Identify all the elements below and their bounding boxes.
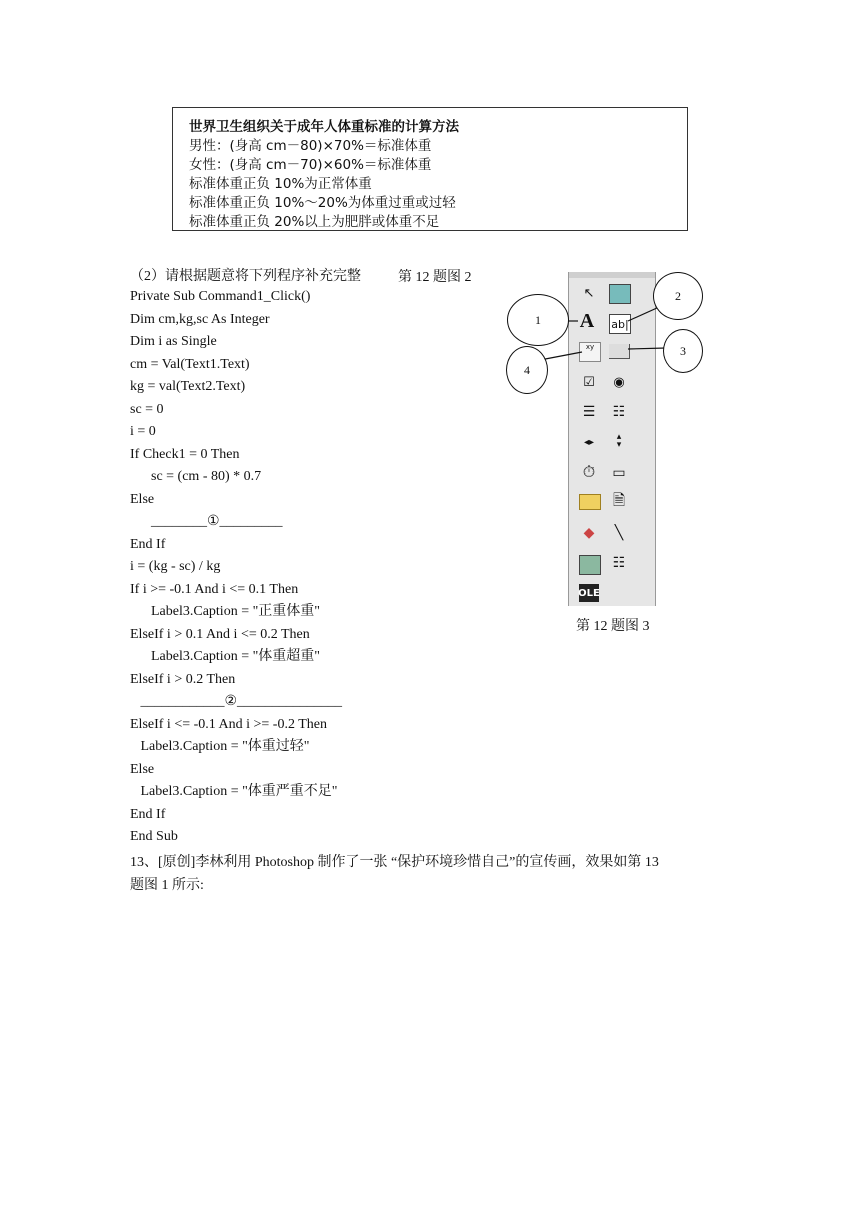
code-line: Dim i as Single (130, 334, 217, 349)
ole-icon: OLE (579, 584, 599, 602)
code-line: Else (130, 761, 155, 777)
formula-extreme: 标准体重正负 20%以上为肥胖或体重不足 (189, 214, 440, 230)
drivelistbox-icon: ▭ (612, 465, 626, 481)
code-line: sc = (cm - 80) * 0.7 (130, 469, 262, 484)
textbox-icon: ab| (609, 314, 631, 334)
shape-icon: ◆ (583, 525, 595, 541)
formula-female: 女性：(身高 cm－70)×60%＝标准体重 (189, 157, 432, 173)
code-line: cm = Val(Text1.Text) (130, 356, 250, 372)
code-line: If i >= -0.1 And i <= 0.1 Then (130, 581, 299, 597)
code-line: kg = val(Text2.Text) (130, 379, 246, 394)
formula-male: 男性：(身高 cm－80)×70%＝标准体重 (189, 138, 432, 154)
pointer-icon: ↖ (583, 285, 595, 301)
code-line: Dim cm,kg,sc As Integer (130, 311, 270, 327)
optionbutton-icon: ◉ (613, 374, 625, 390)
code-line: End If (130, 806, 166, 822)
code-line: i = (kg - sc) / kg (130, 559, 221, 574)
code-line: End Sub (130, 829, 178, 844)
callout-1: 1 (507, 294, 569, 346)
code-line: ElseIf i <= -0.1 And i >= -0.2 Then (130, 716, 327, 732)
fig3-caption: 第 12 题图 3 (576, 619, 650, 634)
code-line: ________①_________ (130, 514, 283, 529)
code-line: If Check1 = 0 Then (130, 446, 240, 462)
fig2-caption: 第 12 题图 2 (398, 270, 472, 285)
callout-4: 4 (506, 346, 548, 394)
code-line: ____________②_______________ (130, 694, 343, 709)
filelistbox-icon: 🗎 (612, 490, 626, 509)
q13-line2: 题图 1 所示: (130, 878, 204, 893)
hscroll-icon: ◂▸ (583, 436, 595, 448)
code-line: sc = 0 (130, 401, 164, 417)
code-line: Else (130, 491, 155, 507)
code-line: ElseIf i > 0.2 Then (130, 671, 236, 687)
formula-normal: 标准体重正负 10%为正常体重 (189, 176, 372, 192)
listbox-icon: ☷ (612, 404, 626, 420)
question-prompt: （2）请根据题意将下列程序补充完整 (130, 269, 361, 284)
code-line: Label3.Caption = "体重超重" (130, 649, 321, 664)
formula-title: 世界卫生组织关于成年人体重标准的计算方法 (189, 119, 459, 135)
checkbox-icon: ☑ (583, 374, 595, 390)
code-line: ElseIf i > 0.1 And i <= 0.2 Then (130, 626, 310, 642)
timer-icon: ⏱ (582, 462, 596, 481)
q13-line1: 13、[原创]李林利用 Photoshop 制作了一张 “保护环境珍惜自己”的宣传画，效果如第 13 (130, 855, 659, 870)
code-line: Label3.Caption = "体重过轻" (130, 739, 310, 754)
code-line: Private Sub Command1_Click() (130, 289, 311, 304)
combobox-icon: ☰ (582, 404, 596, 420)
callout-2: 2 (653, 272, 703, 320)
vscroll-icon: ▴ ▾ (616, 432, 622, 450)
label-icon: A (579, 309, 595, 332)
callout-3: 3 (663, 329, 703, 373)
code-line: Label3.Caption = "正重体重" (130, 604, 321, 619)
code-line: i = 0 (130, 424, 156, 439)
code-line: End If (130, 536, 166, 552)
frame-icon: xy (579, 342, 601, 362)
formula-mid: 标准体重正负 10%～20%为体重过重或过轻 (189, 195, 456, 211)
line-icon: ╲ (614, 525, 624, 541)
data-icon: ☷ (612, 555, 626, 571)
code-line: Label3.Caption = "体重严重不足" (130, 784, 338, 799)
